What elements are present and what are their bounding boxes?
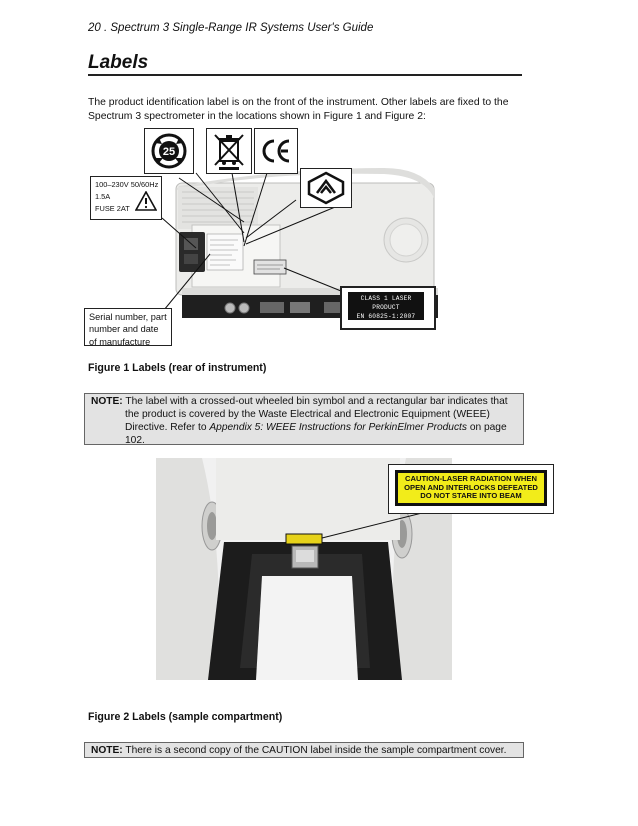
caution-line2: OPEN AND INTERLOCKS DEFEATED (404, 482, 538, 492)
power-voltage: 100–230V 50/60Hz (95, 180, 159, 189)
recycle-years-number: 25 (162, 146, 176, 158)
weee-appendix-link[interactable]: Appendix 5: WEEE Instructions for PerkinElmer Products (209, 422, 467, 433)
laser-class-line3: IEC 60825-1:2007 (354, 322, 418, 329)
recycle-25-label (144, 128, 194, 174)
figure-2 (156, 458, 556, 684)
rcm-label (300, 168, 352, 208)
note-caution-text: There is a second copy of the CAUTION label inside the sample compartment cover. (122, 745, 507, 756)
intro-paragraph: The product identification label is on the front of the instrument. Other labels are fixed to the Spectrum 3 spectrometer in the locations shown in Figure 1 and Figure 2: (88, 97, 509, 122)
caution-line3: DO NOT STARE INTO BEAM (420, 491, 522, 501)
warning-triangle-icon (135, 191, 157, 211)
caution-line1: CAUTION-LASER RADIATION WHEN (405, 474, 537, 483)
laser-class-line2: EN 60825-1:2007 (356, 313, 416, 320)
power-rating-label (90, 176, 162, 220)
note-weee-label: NOTE: (91, 396, 123, 407)
note-caution-copy (84, 742, 524, 758)
note-weee (84, 393, 524, 445)
figure-1-caption: Figure 1 Labels (rear of instrument) (88, 362, 267, 374)
running-header: 20 . Spectrum 3 Single-Range IR Systems User's Guide (88, 22, 374, 34)
recycle-25-years-icon (145, 129, 193, 173)
ce-mark-icon (255, 129, 297, 173)
figure-1 (84, 128, 524, 348)
power-fuse: FUSE 2AT (95, 204, 130, 213)
caution-laser-callout (388, 464, 554, 514)
rcm-mark-icon (301, 169, 351, 207)
serial-number-callout: Serial number, part number and date of manufacture (84, 308, 172, 346)
power-current: 1.5A (95, 192, 111, 201)
note-caution-label: NOTE: (91, 745, 123, 756)
note-weee-text-end: on page 102. (125, 422, 507, 446)
title-rule (88, 74, 522, 76)
laser-class-callout (340, 286, 436, 330)
caution-label (395, 470, 547, 506)
note-weee-text: The label with a crossed-out wheeled bin symbol and a rectangular bar indicates that the product is covered by the Waste Electrical and Electronic Equipment (WEEE) Directive. Refer to (122, 396, 508, 433)
section-title: Labels (88, 52, 149, 73)
ce-label (254, 128, 298, 174)
weee-crossed-bin-icon (207, 129, 251, 173)
laser-class-line1: CLASS 1 LASER PRODUCT (360, 295, 412, 311)
figure-2-caption: Figure 2 Labels (sample compartment) (88, 711, 283, 723)
weee-label (206, 128, 252, 174)
